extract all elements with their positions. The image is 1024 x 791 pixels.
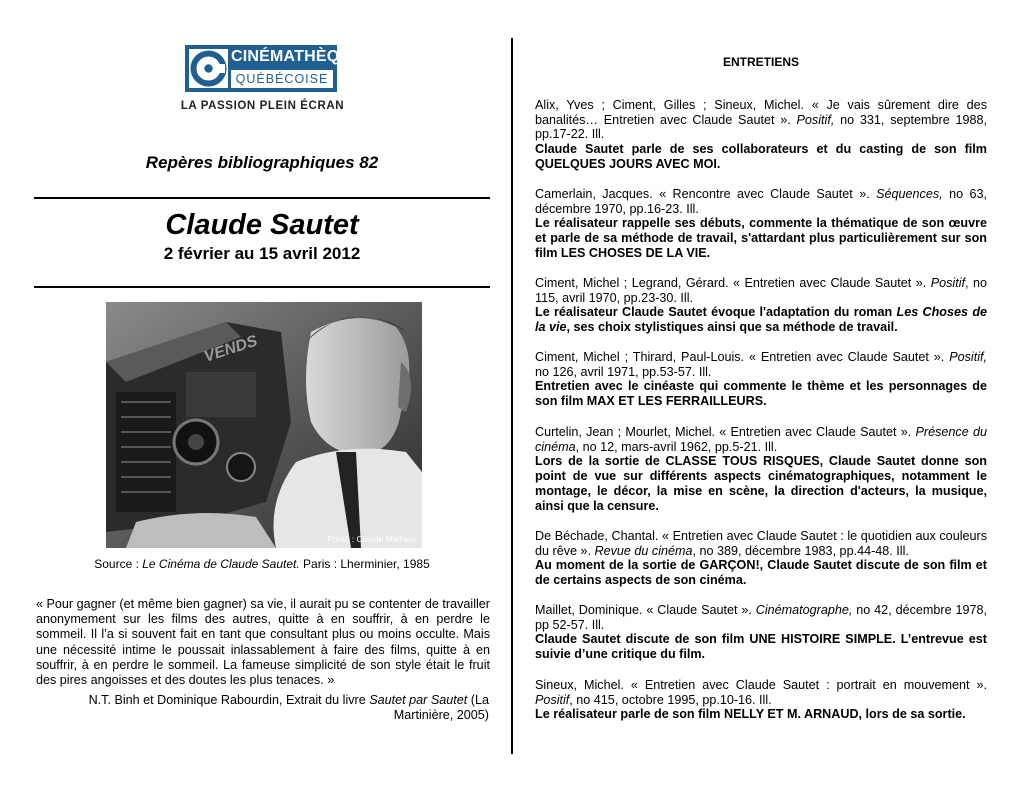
cinematheque-logo <box>185 45 362 92</box>
entry-ref: Ciment, Michel ; Legrand, Gérard. « Entretien avec Claude Sautet ». <box>535 276 931 290</box>
entry-ref-details: , no 115, avril 1970, pp.23-30. Ill. <box>535 276 987 305</box>
entry-description: Lors de la sortie de CLASSE TOUS RISQUES, Claude Sautet donne son point de vue sur différents aspects cinématographiques, notamment le montage, le décor, la mise en scène, la direction d'acteurs, la musique, ainsi que la censure. <box>535 454 987 513</box>
entry-journal: Positif, <box>796 112 835 127</box>
attribution-publisher: (La Martinière, 2005) <box>393 693 489 723</box>
entry-ref-details: , no 12, mars-avril 1962, pp.5-21. Ill. <box>575 439 778 454</box>
camera-brand-text: VENDS <box>201 332 260 366</box>
entry-ref: Sineux, Michel. « Entretien avec Claude Sautet : portrait en mouvement ». <box>535 678 987 692</box>
photo-source <box>34 557 490 571</box>
entry-description-title: Les Choses de la vie <box>535 305 988 335</box>
entry-ref: Ciment, Michel ; Thirard, Paul-Louis. « Entretien avec Claude Sautet ». <box>535 350 950 364</box>
attribution-book: Sautet par Sautet <box>369 693 468 707</box>
bottom-rule <box>34 286 490 288</box>
bib-entry <box>535 350 987 409</box>
column-divider <box>511 38 513 754</box>
date-range: 2 février au 15 avril 2012 <box>163 244 361 263</box>
source-prefix: Source : <box>94 557 143 571</box>
portrait-photo <box>106 302 422 548</box>
series-subtitle: Repères bibliographiques 82 <box>145 153 379 172</box>
entry-ref-details: no 63, décembre 1970, pp.16-23. Ill. <box>535 187 987 216</box>
entry-ref-details: no 126, avril 1971, pp.53-57. Ill. <box>535 364 712 379</box>
entry-ref-details: no 42, décembre 1978, pp 52-57. Ill. <box>535 603 987 632</box>
photo-illustration <box>106 302 422 548</box>
photo-credit: Photo : Claude Mathieu <box>327 534 416 544</box>
quote-attribution <box>74 693 489 724</box>
bib-entry <box>535 98 987 172</box>
entry-description: Claude Sautet parle de ses collaborateurs et du casting de son film QUELQUES JOURS AVEC MOI. <box>535 142 987 171</box>
bib-entry <box>535 603 987 662</box>
entry-ref: Camerlain, Jacques. « Rencontre avec Claude Sautet ». <box>535 187 877 201</box>
bib-entry <box>535 425 987 513</box>
entry-description: Le réalisateur parle de son film NELLY ET M. ARNAUD, lors de sa sortie. <box>535 707 966 722</box>
entry-description-part: , ses choix stylistiques ainsi que sa méthode de travail. <box>566 320 898 335</box>
entry-ref-details: no 331, septembre 1988, pp.17-22. Ill. <box>535 112 987 142</box>
logo-name-line1: CINÉMATHÈQUE <box>231 48 362 65</box>
source-book-title: Le Cinéma de Claude Sautet. <box>142 557 300 571</box>
logo-tagline: LA PASSION PLEIN ÉCRAN <box>180 100 345 112</box>
entry-ref: De Béchade, Chantal. « Entretien avec Claude Sautet : le quotidien aux couleurs du rêve ». <box>535 529 987 558</box>
bib-entry <box>535 276 987 335</box>
entry-journal: Présence du cinéma <box>535 425 987 454</box>
entry-journal: Revue du cinéma <box>594 543 693 558</box>
entry-description <box>535 305 987 334</box>
logo-name-line2: QUÉBÉCOISE <box>231 70 333 88</box>
bib-entry <box>535 187 987 261</box>
entry-description: Le réalisateur rappelle ses débuts, commente la thématique de son œuvre et parle de sa méthode de travail, s'attardant plus particulièrement sur son film LES CHOSES DE LA VIE. <box>535 216 987 260</box>
entry-description-part: Le réalisateur Claude Sautet évoque l'adaptation du roman <box>535 305 897 320</box>
entry-journal: Positif <box>535 692 570 707</box>
entry-ref: Alix, Yves ; Ciment, Gilles ; Sineux, Michel. « Je vais sûrement dire des banalités… Entretien avec Claude Sautet ». <box>535 98 987 127</box>
logo-c-icon <box>189 49 228 88</box>
entry-journal: Positif <box>930 276 966 290</box>
section-heading: ENTRETIENS <box>722 55 799 69</box>
entry-journal: Cinématographe, <box>755 603 853 617</box>
entry-ref: Curtelin, Jean ; Mourlet, Michel. « Entretien avec Claude Sautet ». <box>535 425 916 439</box>
source-details: Paris : Lherminier, 1985 <box>299 557 430 571</box>
entry-description: Entretien avec le cinéaste qui commente le thème et les personnages de son film MAX ET LES FERRAILLEURS. <box>535 379 987 409</box>
entry-ref: Maillet, Dominique. « Claude Sautet ». <box>535 603 756 617</box>
entry-ref-details: , no 415, octobre 1995, pp.10-16. Ill. <box>569 692 772 707</box>
quote-text: « Pour gagner (et même bien gagner) sa vie, il aurait pu se contenter de travailler anonymement sur les films des autres, quitte à en souffrir, à en perdre le sommeil. Il l’a si souvent fait en tant que consultant plus ou moins occulte. Mais une nécessité intime le poussait inlassablement à faire des films, quitte à en souffrir, à en perdre le sommeil. La fameuse simplicité de son style était le fruit des pires angoisses et des doutes les plus tenaces. » <box>36 597 490 688</box>
entry-description: Claude Sautet discute de son film UNE HISTOIRE SIMPLE. L’entrevue est suivie d’une critique du film. <box>535 632 987 662</box>
entry-ref-details: , no 389, décembre 1983, pp.44-48. Ill. <box>692 543 909 558</box>
bib-entry <box>535 678 987 722</box>
entry-journal: Séquences, <box>876 187 943 201</box>
entry-journal: Positif, <box>949 350 987 364</box>
top-rule <box>34 197 490 199</box>
bib-entry <box>535 529 987 588</box>
attribution-authors: N.T. Binh et Dominique Rabourdin, Extrait du livre <box>88 693 370 707</box>
page-title: Claude Sautet <box>165 209 359 241</box>
entry-description: Au moment de la sortie de GARÇON!, Claude Sautet discute de son film et de certains aspects de son cinéma. <box>535 558 987 588</box>
